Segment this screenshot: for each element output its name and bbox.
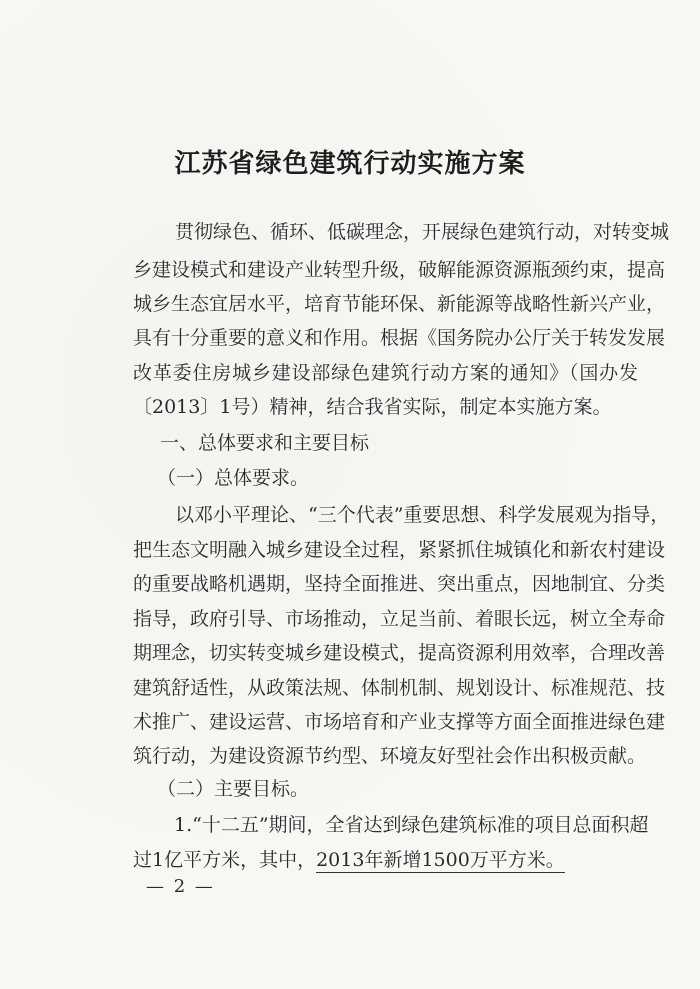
paragraph-line: 城乡生态宜居水平，培育节能环保、新能源等战略性新兴产业，: [133, 293, 666, 315]
underlined-text: 2013年新增1500万平方米。: [316, 849, 565, 871]
paragraph-line: 把生态文明融入城乡建设全过程，紧紧抓住城镇化和新农村建设: [133, 539, 666, 561]
paragraph-line: 指导，政府引导、市场推动，立足当前、着眼长远，树立全寿命: [133, 608, 666, 630]
paragraph-line: 改革委住房城乡建设部绿色建筑行动方案的通知》（国办发: [133, 362, 638, 384]
paragraph-line: 乡建设模式和建设产业转型升级，破解能源资源瓶颈约束，提高: [133, 259, 666, 281]
paragraph-line: 以邓小平理论、“三个代表”重要思想、科学发展观为指导，: [175, 504, 670, 526]
paragraph-line: 具有十分重要的意义和作用。根据《国务院办公厅关于转发发展: [133, 327, 666, 349]
document-title: 江苏省绿色建筑行动实施方案: [174, 149, 526, 179]
paragraph-line: 〔2013〕1号）精神，结合我省实际，制定本实施方案。: [133, 396, 612, 418]
paragraph-line: 的重要战略机遇期，坚持全面推进、突出重点，因地制宜、分类: [133, 573, 666, 595]
subsection-heading: （一）总体要求。: [157, 467, 310, 489]
paragraph-line: 期理念，切实转变城乡建设模式，提高资源利用效率，合理改善: [133, 642, 666, 664]
target-text: 过1亿平方米，其中，: [133, 849, 317, 871]
paragraph-line: 建筑舒适性，从政策法规、体制机制、规划设计、标准规范、技: [133, 677, 666, 699]
paragraph-line: 术推广、建设运营、市场培育和产业支撑等方面全面推进绿色建: [133, 711, 666, 733]
paragraph-line: 1.“十二五”期间，全省达到绿色建筑标准的项目总面积超: [174, 814, 649, 836]
paragraph-line: 贯彻绿色、循环、低碳理念，开展绿色建筑行动，对转变城: [175, 221, 670, 243]
paragraph-line: [133, 848, 638, 872]
subsection-heading: （二）主要目标。: [157, 778, 310, 800]
page-number: — 2 —: [146, 876, 215, 897]
section-heading: 一、总体要求和主要目标: [160, 432, 370, 454]
paragraph-line: 筑行动，为建设资源节约型、环境友好型社会作出积极贡献。: [133, 745, 647, 767]
